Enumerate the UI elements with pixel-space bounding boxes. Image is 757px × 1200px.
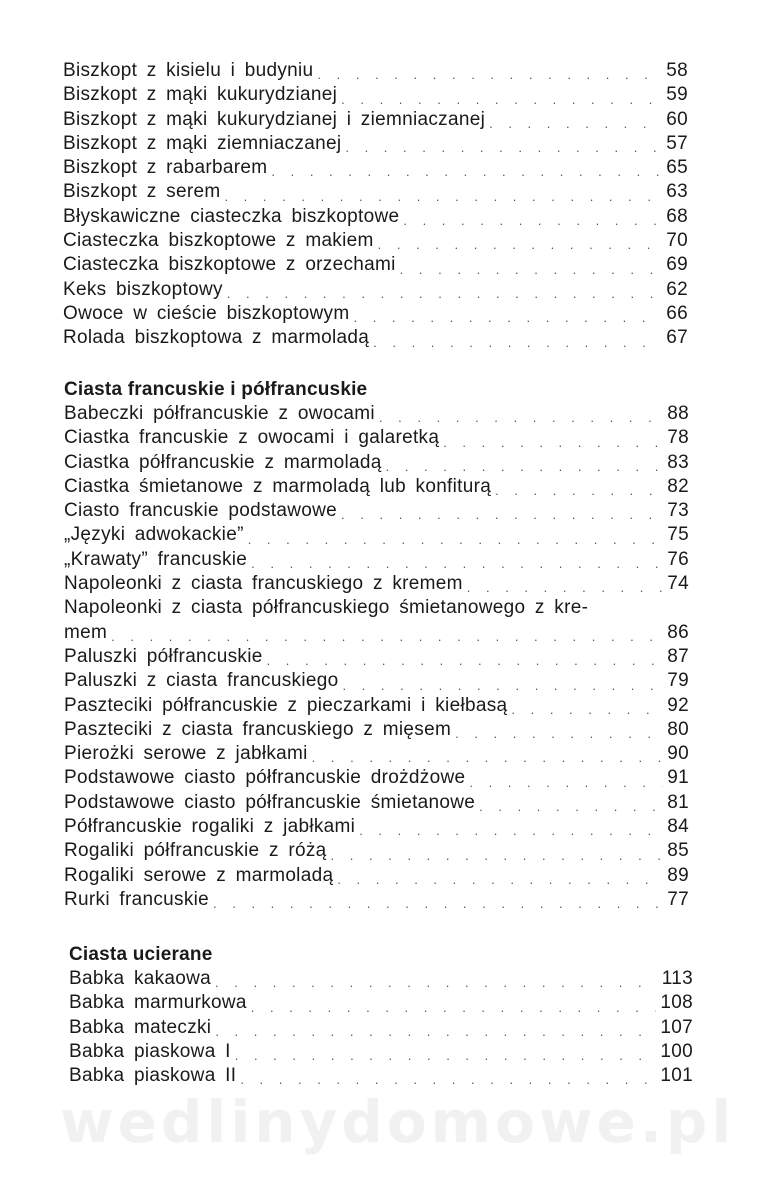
toc-entry: [64, 766, 689, 790]
entry-page: 81: [667, 791, 689, 813]
entry-page: 86: [667, 621, 689, 643]
entry-title: Paszteciki półfrancuskie z pieczarkami i kiełbasą: [64, 694, 508, 716]
entry-page: 67: [666, 327, 688, 349]
entry-page: 85: [667, 840, 689, 862]
leader-dots: [489, 116, 662, 132]
entry-title: Podstawowe ciasto półfrancuskie śmietanowe: [64, 791, 476, 813]
entry-title: Babeczki półfrancuskie z owocami: [64, 403, 375, 424]
toc-entry: [64, 621, 689, 645]
entry-title: Rogaliki serowe z marmoladą: [64, 864, 334, 886]
entry-title: Owoce w cieście biszkoptowym: [63, 302, 350, 324]
entry-title: mem: [64, 621, 108, 643]
entry-page: 90: [667, 743, 689, 765]
entry-title: Biszkopt z mąki ziemniaczanej: [63, 132, 342, 154]
toc-entry: [64, 426, 689, 450]
entry-title: Ciastka francuskie z owocami i galaretką: [64, 427, 440, 449]
leader-dots: [251, 556, 663, 572]
leader-dots: [443, 435, 663, 451]
leader-dots: [378, 237, 663, 253]
toc-entry: [69, 991, 693, 1015]
leader-dots: [400, 262, 663, 278]
entry-page: 89: [667, 864, 689, 886]
entry-title-line1: Napoleonki z ciasta półfrancuskiego śmietanowego z kre-: [64, 597, 589, 619]
entry-page: 68: [666, 205, 688, 227]
leader-dots: [267, 653, 664, 669]
leader-dots: [342, 678, 663, 694]
leader-dots: [227, 286, 662, 302]
toc-entry: [63, 302, 688, 326]
entry-page: 80: [667, 718, 689, 740]
entry-page: 73: [667, 500, 689, 522]
entry-page: 75: [667, 524, 689, 546]
toc-entry: [64, 742, 689, 766]
entry-page: 76: [667, 548, 689, 570]
entry-page: 82: [667, 475, 689, 497]
leader-dots: [331, 848, 664, 864]
leader-dots: [317, 67, 662, 83]
toc-entry: [69, 1016, 693, 1040]
toc-entry: [69, 1064, 693, 1088]
toc-entry: [63, 108, 688, 132]
toc-entry: [64, 402, 689, 426]
entry-page: 84: [667, 816, 689, 838]
entry-page: 78: [667, 427, 689, 449]
toc-entry: [63, 180, 688, 204]
toc-entry: [64, 499, 689, 523]
leader-dots: [495, 483, 663, 499]
toc-entry: [69, 967, 693, 991]
toc-entry: [63, 253, 688, 277]
entry-title: Rogaliki półfrancuskie z różą: [64, 840, 327, 862]
entry-page: 69: [666, 254, 688, 276]
entry-page: 91: [667, 767, 689, 789]
section-heading: Ciasta ucierane: [69, 944, 213, 965]
entry-page: 101: [660, 1065, 693, 1087]
toc-entry: [63, 83, 688, 107]
leader-dots: [248, 532, 664, 548]
entry-title: Paluszki z ciasta francuskiego: [64, 670, 339, 692]
watermark: wedlinydomowe.pl: [60, 1088, 736, 1156]
entry-page: 59: [666, 84, 688, 106]
entry-page: 60: [666, 108, 688, 130]
entry-page: 62: [666, 278, 688, 300]
entry-page: 83: [667, 451, 689, 473]
entry-title: Babka piaskowa I: [69, 1040, 231, 1062]
entry-page: 63: [666, 181, 688, 203]
leader-dots: [312, 750, 664, 766]
entry-title: Biszkopt z kisielu i budyniu: [63, 60, 314, 81]
entry-page: 58: [666, 60, 688, 81]
entry-title: „Krawaty” francuskie: [64, 548, 248, 570]
section-heading: Ciasta francuskie i półfrancuskie: [64, 379, 368, 400]
leader-dots: [469, 775, 663, 791]
entry-page: 108: [660, 992, 693, 1014]
entry-page: 107: [660, 1016, 693, 1038]
leader-dots: [240, 1072, 656, 1088]
toc-entry: [63, 229, 688, 253]
entry-page: 66: [666, 302, 688, 324]
entry-title: Ciastka śmietanowe z marmoladą lub konfiturą: [64, 475, 492, 497]
toc-entry: [64, 791, 689, 815]
leader-dots: [215, 1024, 656, 1040]
entry-page: 113: [661, 968, 693, 989]
leader-dots: [467, 580, 664, 596]
leader-dots: [379, 410, 663, 426]
toc-entry: [63, 59, 688, 83]
toc-entry: [64, 694, 689, 718]
leader-dots: [479, 799, 663, 815]
toc-section-creamed-cakes: [69, 943, 693, 1088]
entry-page: 87: [667, 645, 689, 667]
entry-title: Keks biszkoptowy: [63, 278, 223, 300]
toc-entry: [63, 205, 688, 229]
toc-entry: [64, 548, 689, 572]
leader-dots: [213, 896, 663, 912]
toc-section-sponge: [63, 59, 688, 351]
leader-dots: [337, 872, 663, 888]
entry-title: Biszkopt z mąki kukurydzianej: [63, 84, 338, 106]
entry-title: „Języki adwokackie”: [64, 524, 244, 546]
entry-page: 88: [667, 403, 689, 424]
entry-title: Paluszki półfrancuskie: [64, 645, 263, 667]
toc-entry: [64, 888, 689, 912]
entry-page: 74: [667, 573, 689, 595]
leader-dots: [345, 140, 662, 156]
leader-dots: [271, 164, 662, 180]
entry-title: Babka mateczki: [69, 1016, 212, 1038]
toc-entry: [64, 451, 689, 475]
leader-dots: [111, 629, 663, 645]
leader-dots: [511, 702, 663, 718]
toc-entry: [63, 132, 688, 156]
entry-title: Babka piaskowa II: [69, 1065, 237, 1087]
leader-dots: [341, 507, 663, 523]
leader-dots: [251, 1000, 657, 1016]
toc-entry: [64, 523, 689, 547]
toc-entry: [64, 864, 689, 888]
toc-entry: [64, 572, 689, 596]
toc-section-puff-pastry: [64, 378, 689, 912]
entry-title: Paszteciki z ciasta francuskiego z mięsem: [64, 718, 452, 740]
toc-entry: [64, 669, 689, 693]
entry-title: Pierożki serowe z jabłkami: [64, 743, 308, 765]
entry-title: Ciasto francuskie podstawowe: [64, 500, 338, 522]
entry-title: Babka marmurkowa: [69, 992, 247, 1014]
entry-page: 65: [666, 157, 688, 179]
leader-dots: [386, 459, 664, 475]
entry-title: Ciasteczka biszkoptowe z orzechami: [63, 254, 396, 276]
entry-title: Biszkopt z serem: [63, 181, 221, 203]
leader-dots: [373, 335, 662, 351]
leader-dots: [224, 189, 662, 205]
toc-entry: [69, 1040, 693, 1064]
entry-page: 57: [666, 132, 688, 154]
entry-page: 70: [666, 230, 688, 252]
toc-entry: [63, 278, 688, 302]
leader-dots: [235, 1048, 657, 1064]
entry-title: Ciastka półfrancuskie z marmoladą: [64, 451, 382, 473]
toc-entry: [63, 156, 688, 180]
toc-entry: [64, 839, 689, 863]
entry-title: Półfrancuskie rogaliki z jabłkami: [64, 816, 356, 838]
leader-dots: [359, 823, 663, 839]
entry-title: Biszkopt z mąki kukurydzianej i ziemniaczanej: [63, 108, 486, 130]
entry-title: Rurki francuskie: [64, 888, 210, 910]
leader-dots: [341, 92, 662, 108]
entry-title: Biszkopt z rabarbarem: [63, 157, 268, 179]
entry-page: 100: [660, 1040, 693, 1062]
entry-page: 77: [667, 888, 689, 910]
leader-dots: [455, 726, 663, 742]
leader-dots: [403, 213, 662, 229]
entry-page: 92: [667, 694, 689, 716]
entry-title: Ciasteczka biszkoptowe z makiem: [63, 230, 374, 252]
entry-title: Rolada biszkoptowa z marmoladą: [63, 327, 370, 349]
entry-title: Babka kakaowa: [69, 968, 212, 989]
entry-title: Błyskawiczne ciasteczka biszkoptowe: [63, 205, 400, 227]
entry-title: Podstawowe ciasto półfrancuskie drożdżowe: [64, 767, 466, 789]
toc-entry: [64, 475, 689, 499]
toc-entry: [63, 326, 688, 350]
entry-page: 79: [667, 670, 689, 692]
leader-dots: [215, 975, 658, 991]
leader-dots: [353, 310, 662, 326]
toc-entry: [64, 718, 689, 742]
toc-entry: [64, 815, 689, 839]
entry-title: Napoleonki z ciasta francuskiego z kremem: [64, 573, 463, 595]
toc-entry: [64, 645, 689, 669]
